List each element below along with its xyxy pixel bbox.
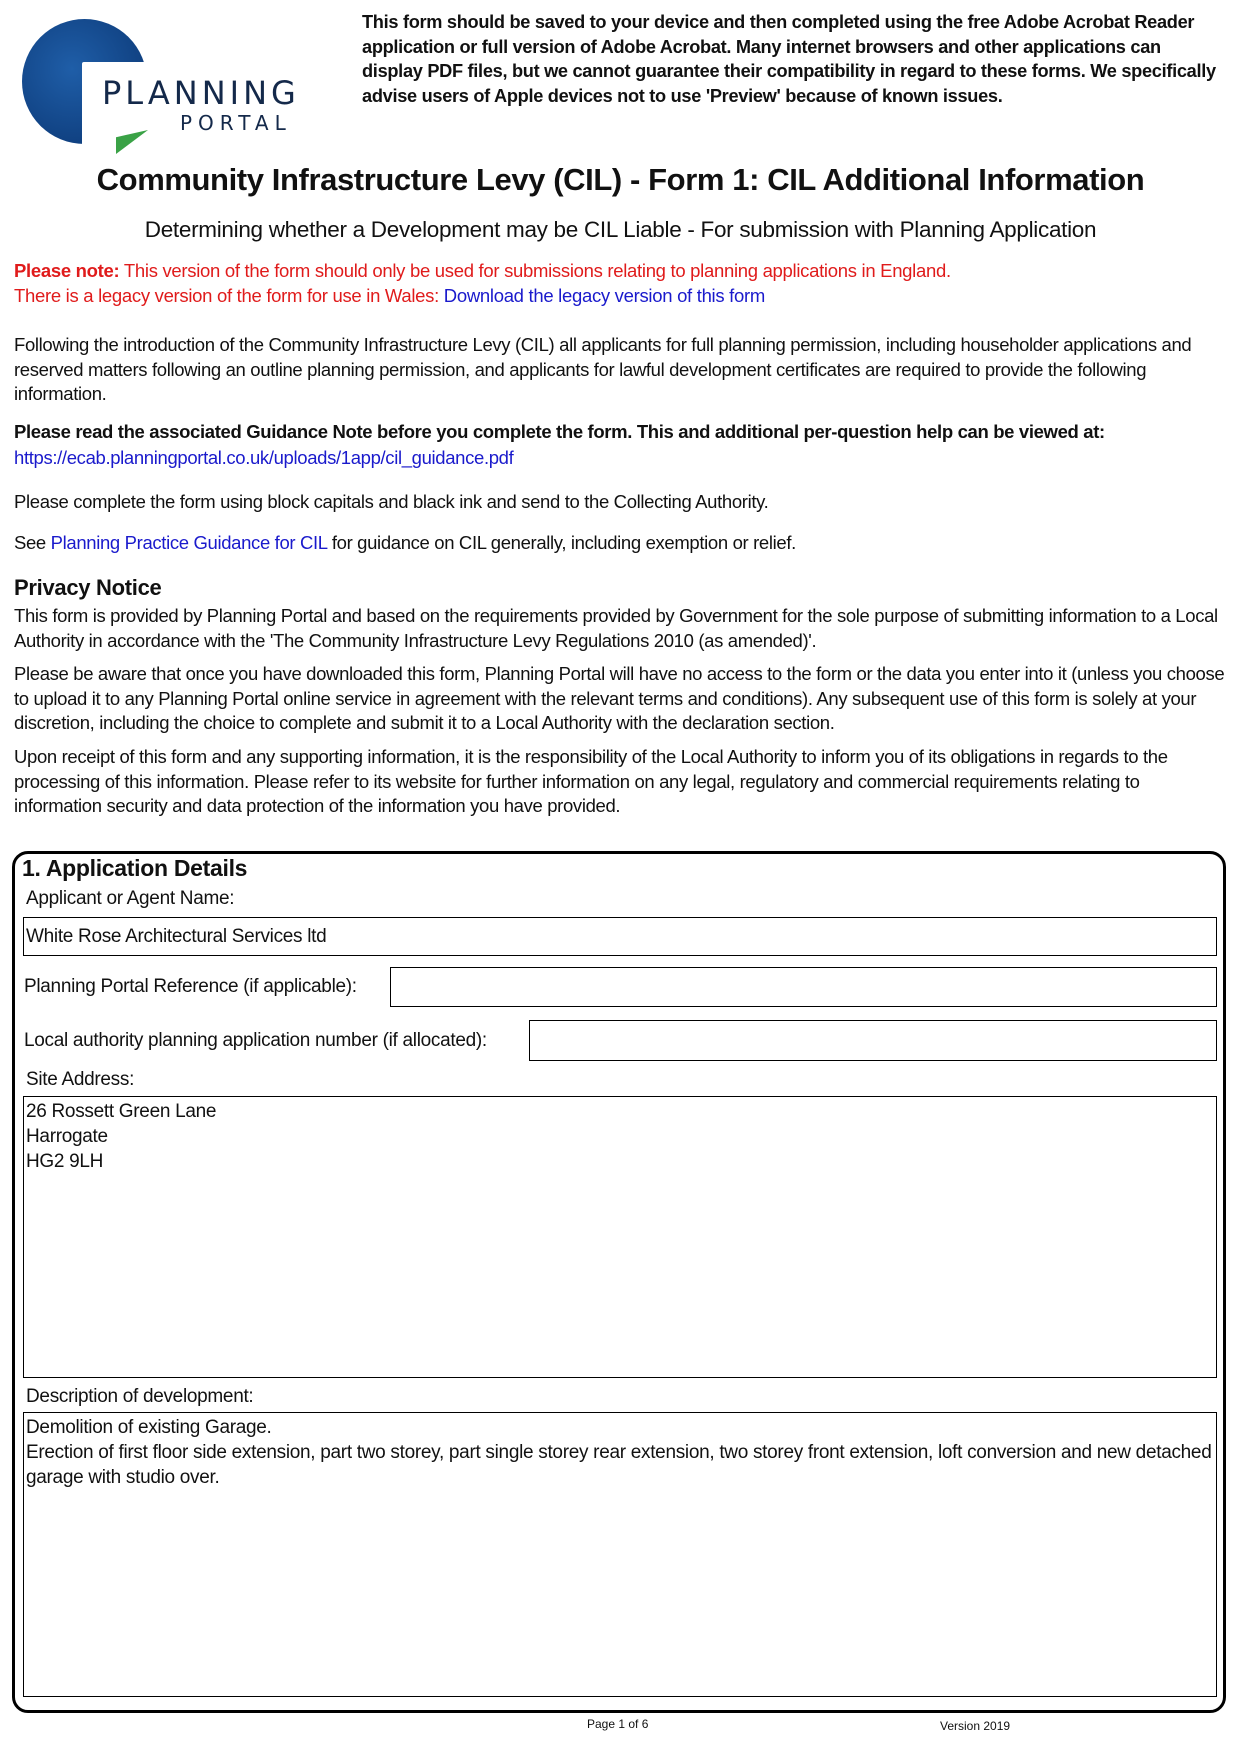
page-number: Page 1 of 6: [587, 1717, 649, 1731]
logo-text-planning: PLANNING: [102, 74, 300, 112]
page-title: Community Infrastructure Levy (CIL) - Form 1: CIL Additional Information: [96, 162, 1145, 197]
page-subtitle: Determining whether a Development may be CIL Liable - For submission with Planning Application: [144, 217, 1097, 242]
guidance-url-link[interactable]: https://ecab.planningportal.co.uk/uploads/1app/cil_guidance.pdf: [14, 447, 514, 468]
planning-portal-reference-field[interactable]: [390, 967, 1217, 1007]
planning-portal-reference-label: Planning Portal Reference (if applicable):: [24, 976, 357, 997]
note-text: This version of the form should only be used for submissions relating to planning applications in England.: [119, 260, 951, 281]
legacy-text: There is a legacy version of the form for use in Wales:: [14, 285, 444, 306]
la-application-number-field[interactable]: [529, 1020, 1217, 1061]
complete-instruction: Please complete the form using block capitals and black ink and send to the Collecting Authority.: [14, 491, 769, 512]
see-guidance-line: [14, 531, 1229, 556]
applicant-name-label: Applicant or Agent Name:: [26, 888, 235, 909]
see-prefix: See: [14, 532, 51, 553]
privacy-paragraph-1: This form is provided by Planning Portal and based on the requirements provided by Government for the sole purpose of submitting information to a Local Authority in accordance with the 'The Community Infrastructure Levy Regulations 2010 (as amended)'.: [14, 605, 1218, 651]
planning-portal-logo: [14, 14, 304, 154]
form-version: Version 2019: [940, 1719, 1011, 1733]
legacy-version-link[interactable]: Download the legacy version of this form: [443, 285, 765, 306]
see-suffix: for guidance on CIL generally, including exemption or relief.: [327, 532, 796, 553]
privacy-notice-heading: Privacy Notice: [14, 575, 162, 600]
intro-paragraph: Following the introduction of the Community Infrastructure Levy (CIL) all applicants for full planning permission, including householder applications and reserved matters following an outline planning permission, and applicants for lawful development certificates are required to provide the following information.: [14, 334, 1192, 404]
planning-practice-guidance-link[interactable]: Planning Practice Guidance for CIL: [50, 532, 328, 553]
logo-text-portal: PORTAL: [180, 111, 292, 135]
site-address-label: Site Address:: [26, 1069, 135, 1090]
section-title: 1. Application Details: [22, 855, 248, 881]
note-label: Please note:: [14, 260, 120, 281]
description-label: Description of development:: [26, 1386, 254, 1407]
applicant-name-field[interactable]: White Rose Architectural Services ltd: [23, 917, 1217, 956]
guidance-note-text: Please read the associated Guidance Note before you complete the form. This and additional per-question help can be viewed at:: [14, 421, 1105, 442]
description-field[interactable]: Demolition of existing Garage. Erection of first floor side extension, part two storey, part single storey rear extension, two storey front extension, loft conversion and new detached garage with studio over.: [23, 1412, 1217, 1697]
top-notice: This form should be saved to your device and then completed using the free Adobe Acrobat Reader application or full version of Adobe Acrobat. Many internet browsers and other applications can display PDF files, but we cannot guarantee their compatibility in regard to these forms. We specifically advise users of Apple devices not to use 'Preview' because of known issues.: [362, 12, 1216, 106]
privacy-paragraph-2: Please be aware that once you have downloaded this form, Planning Portal will have no access to the form or the data you enter into it (unless you choose to upload it to any Planning Portal online service in agreement with the relevant terms and conditions). Any subsequent use of this form is solely at your discretion, including the choice to complete and submit it to a Local Authority with the declaration section.: [14, 663, 1225, 733]
site-address-field[interactable]: 26 Rossett Green Lane Harrogate HG2 9LH: [23, 1096, 1217, 1378]
england-note: [14, 258, 1214, 308]
privacy-paragraph-3: Upon receipt of this form and any supporting information, it is the responsibility of the Local Authority to inform you of its obligations in regards to the processing of this information. Please refer to its website for further information on any legal, regulatory and commercial requirements relating to information security and data protection of the information you have provided.: [14, 746, 1168, 816]
la-application-number-label: Local authority planning application number (if allocated):: [24, 1030, 487, 1051]
